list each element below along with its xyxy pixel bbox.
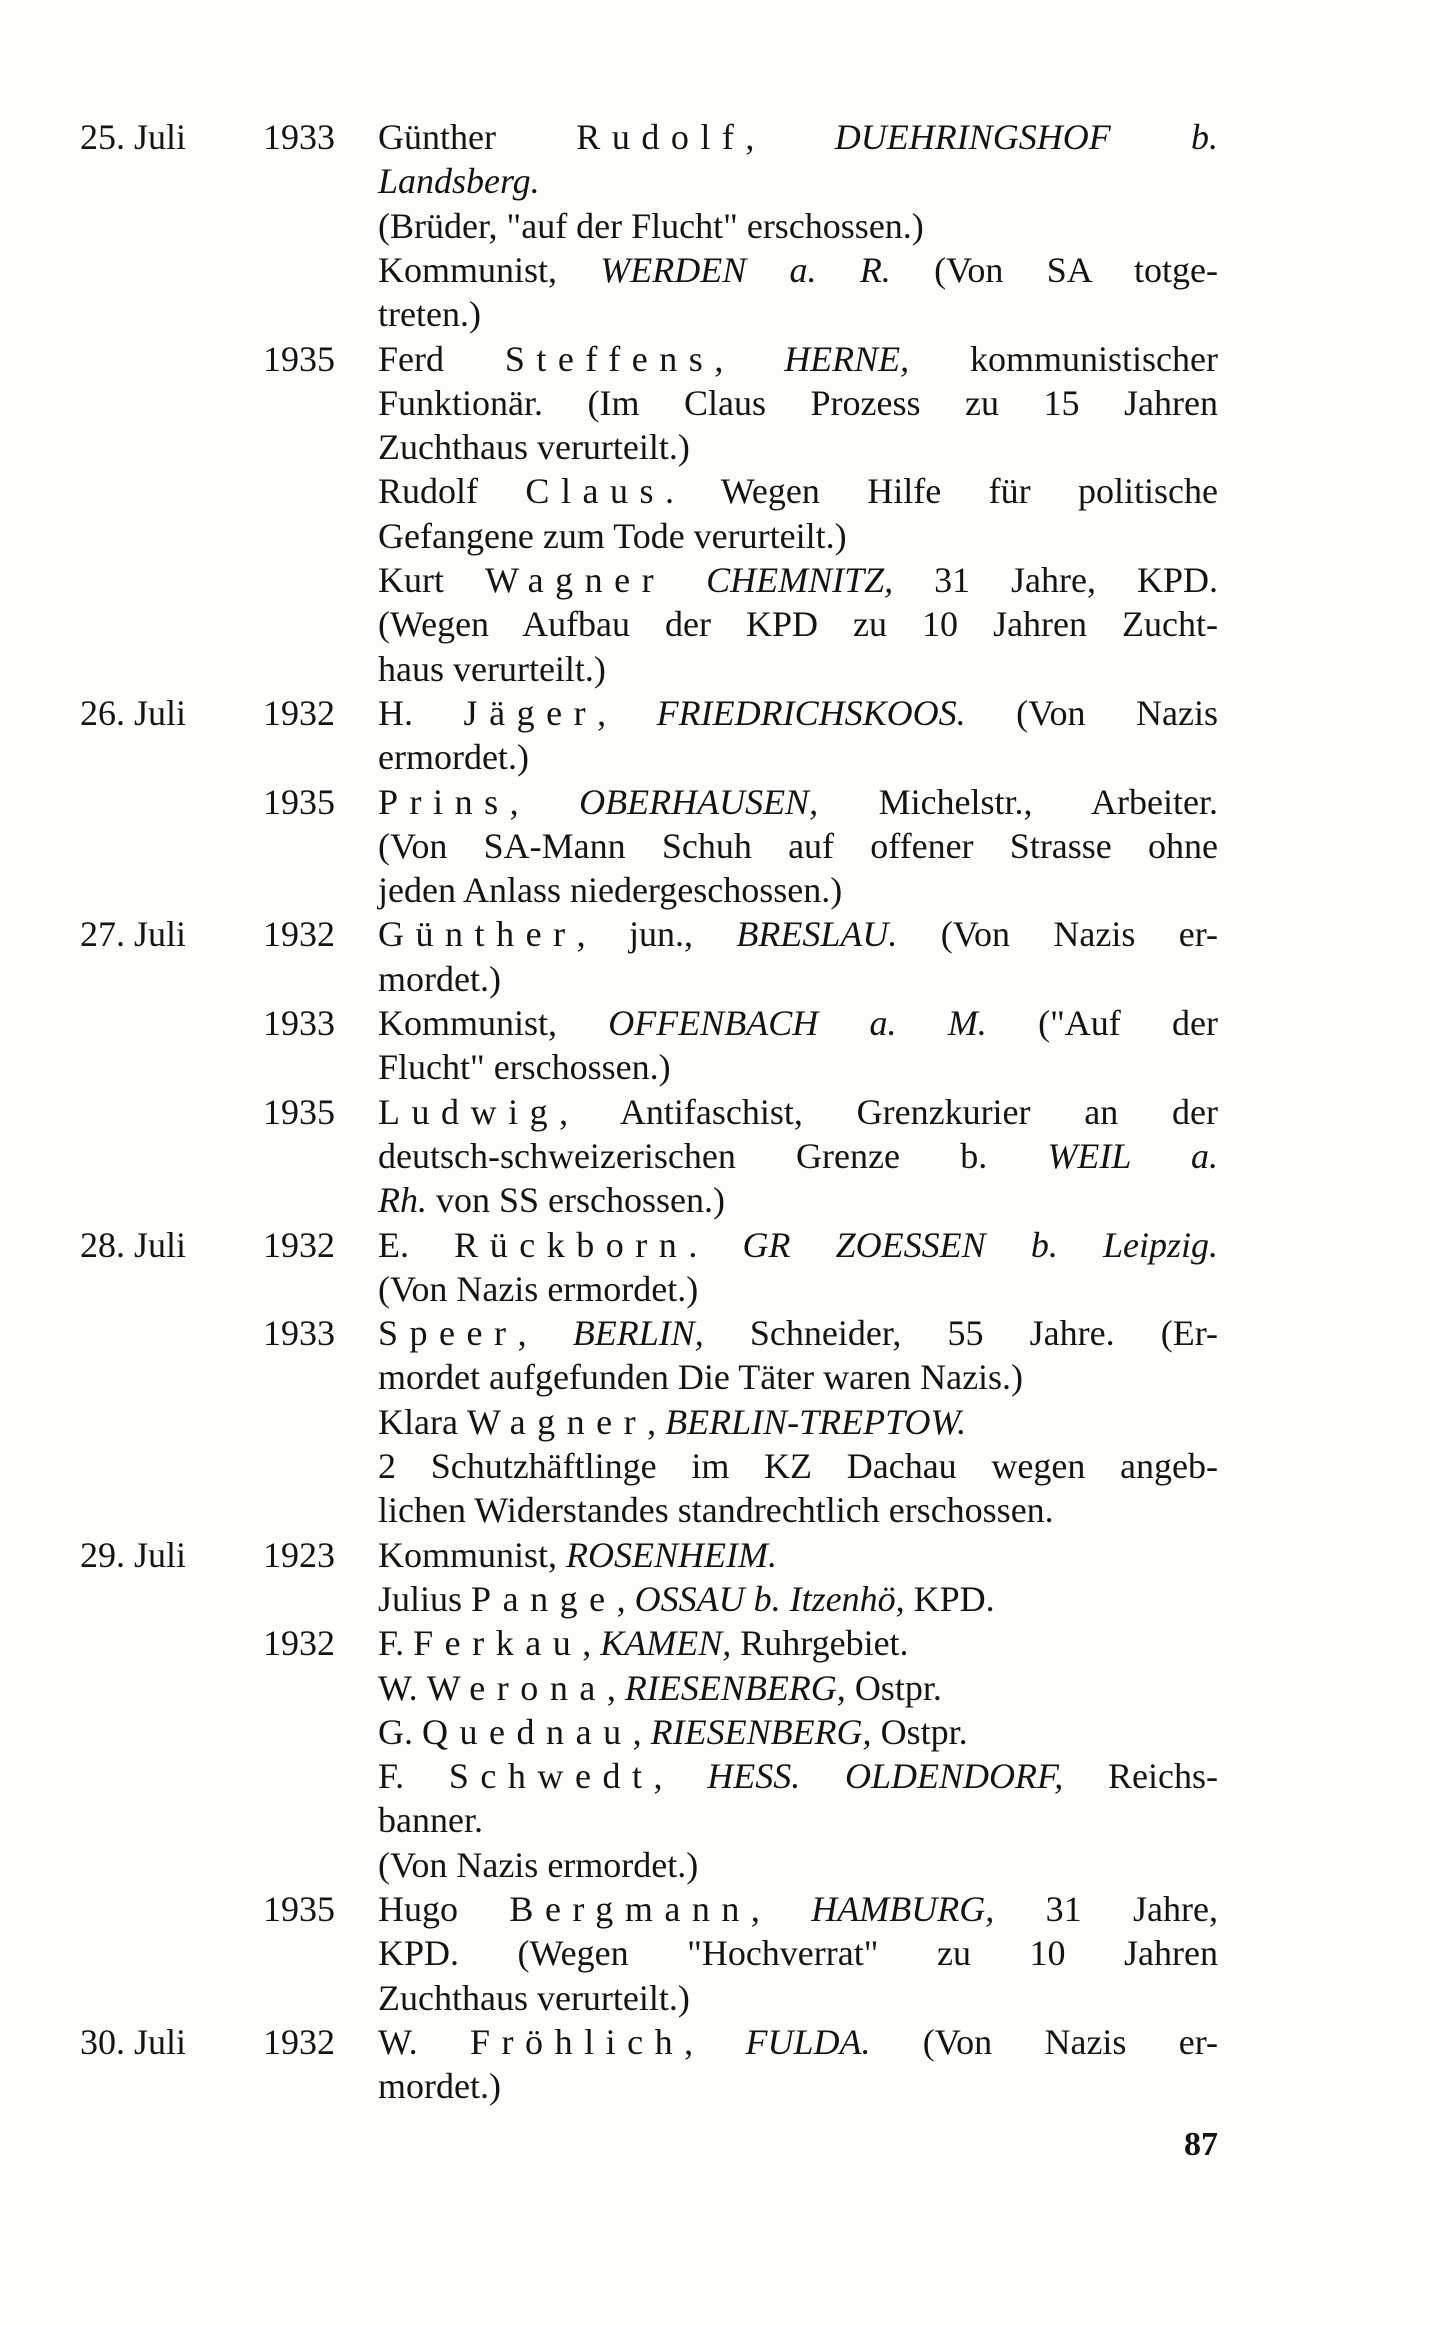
entry-year: 1923 (263, 1534, 335, 1575)
text-line (0, 2020, 1430, 2064)
text-line (0, 1444, 1430, 1488)
person-name: Speer (378, 1313, 518, 1354)
text-line (0, 248, 1430, 292)
text-line (0, 1621, 1430, 1665)
text-line (0, 647, 1430, 691)
text-line (0, 425, 1430, 469)
text-line (0, 1887, 1430, 1931)
entry-text (378, 1798, 1218, 1842)
text-line (0, 780, 1430, 824)
text-run: (Von Nazis ermordet.) (378, 1844, 699, 1885)
entry-text (378, 1577, 1218, 1621)
entry-text (378, 1444, 1218, 1488)
entry-text (378, 1400, 1218, 1444)
entry-text (378, 1666, 1218, 1710)
person-name: Ludwig (378, 1091, 560, 1132)
text-run (665, 560, 706, 600)
text-run: Gefangene zum Tode verurteilt.) (378, 515, 847, 556)
person-name: Wagner (484, 560, 666, 600)
text-line (0, 204, 1430, 248)
entry-text (378, 469, 1218, 513)
person-name: Fröhlich (470, 2021, 685, 2062)
entry-text (378, 602, 1218, 646)
entry-text (378, 1843, 1218, 1887)
text-line (0, 602, 1430, 646)
text-run: . (688, 1224, 743, 1265)
entry-text (378, 292, 1218, 336)
text-run: Schneider, 55 Jahre. (Er- (703, 1313, 1219, 1354)
text-line (0, 1931, 1430, 1975)
text-run: , (745, 117, 835, 157)
entry-text (378, 868, 1218, 912)
entry-text (378, 1178, 1218, 1222)
place-name: DUEHRINGSHOF b. (834, 117, 1218, 157)
text-run: haus verurteilt.) (378, 648, 606, 689)
person-name: Claus (525, 471, 666, 512)
entry-text (378, 1754, 1218, 1798)
place-name: FRIEDRICHSKOOS. (656, 692, 966, 733)
text-line (0, 1267, 1430, 1311)
text-line (0, 1533, 1430, 1577)
text-line (0, 1001, 1430, 1045)
text-run: Zuchthaus verurteilt.) (378, 1977, 690, 2018)
entry-text (378, 1710, 1218, 1754)
text-run: von SS erschossen.) (427, 1180, 725, 1221)
person-name: Werona (426, 1667, 607, 1708)
entry-text (378, 425, 1218, 469)
entry-text (378, 1045, 1218, 1089)
text-run: G. (378, 1711, 422, 1752)
text-run: , (509, 781, 580, 822)
text-run: kommunistischer (909, 338, 1218, 379)
text-run: mordet.) (378, 958, 501, 999)
person-name: Günther (378, 914, 577, 955)
entry-year: 1935 (263, 1091, 335, 1132)
text-run: 2 Schutzhäftlinge im KZ Dachau wegen angeb- (378, 1446, 1218, 1486)
text-run: Julius (378, 1578, 472, 1619)
text-run: , (517, 1313, 573, 1354)
text-line (0, 1045, 1430, 1089)
text-run: banner. (378, 1800, 483, 1841)
entry-text (378, 1311, 1218, 1355)
text-run: Funktionär. (Im Claus Prozess zu 15 Jahren (378, 382, 1218, 423)
person-name: Wagner (466, 1401, 648, 1442)
text-line (0, 2064, 1430, 2108)
entry-text (378, 735, 1218, 779)
entry-date: 30. Juli (80, 2021, 187, 2062)
entry-year: 1932 (263, 1224, 335, 1265)
place-name: Landsberg. (378, 161, 540, 202)
entry-text (378, 1223, 1218, 1267)
text-line (0, 381, 1430, 425)
text-run: Ostpr. (871, 1711, 968, 1752)
place-name: HESS. OLDENDORF, (707, 1756, 1064, 1797)
text-run: , (750, 1889, 812, 1929)
place-name: GR ZOESSEN b. Leipzig. (742, 1224, 1219, 1265)
entry-text (378, 514, 1218, 558)
text-run: treten.) (378, 294, 481, 335)
person-name: Bergmann (509, 1889, 751, 1929)
text-line (0, 1710, 1430, 1754)
text-run: 31 Jahre, (994, 1889, 1218, 1929)
text-run: F. (378, 1756, 449, 1797)
person-name: Steffens (504, 338, 715, 379)
text-line (0, 337, 1430, 381)
text-line (0, 1223, 1430, 1267)
text-line (0, 292, 1430, 336)
text-run: (Von SA totge- (890, 249, 1218, 290)
text-run: W. (378, 2021, 470, 2062)
text-run: , (597, 692, 657, 733)
entry-year: 1933 (263, 1313, 335, 1354)
entry-text (378, 1976, 1218, 2020)
text-run: . Wegen Hilfe für politische (665, 471, 1218, 512)
person-name: Rückborn (454, 1224, 689, 1265)
entry-text (378, 248, 1218, 292)
place-name: RIESENBERG, (650, 1711, 872, 1752)
text-run: , (616, 1578, 635, 1619)
text-run: E. (378, 1224, 455, 1265)
text-run: (Wegen Aufbau der KPD zu 10 Jahren Zucht- (378, 604, 1218, 645)
entry-text (378, 647, 1218, 691)
text-run: 31 Jahre, KPD. (893, 560, 1218, 600)
text-run: , jun., (576, 914, 737, 955)
text-line (0, 1843, 1430, 1887)
entry-text (378, 780, 1218, 824)
text-line (0, 912, 1430, 956)
entry-date: 26. Juli (80, 692, 187, 733)
text-line (0, 1134, 1430, 1178)
text-run: F. (378, 1623, 414, 1664)
text-run: Zuchthaus verurteilt.) (378, 427, 690, 468)
text-run: (Von Nazis (965, 692, 1219, 733)
entry-text (378, 1355, 1218, 1399)
place-name: OBERHAUSEN, (579, 781, 819, 822)
text-run: (Von SA-Mann Schuh auf offener Strasse ohne (378, 825, 1218, 866)
place-name: OSSAU b. Itzenhö, (634, 1578, 905, 1619)
entry-text (378, 1090, 1218, 1134)
entry-text (378, 1134, 1218, 1178)
place-name: WEIL a. (1047, 1135, 1218, 1176)
entry-year: 1935 (263, 1889, 335, 1929)
text-run: (Brüder, "auf der Flucht" erschossen.) (378, 205, 924, 246)
text-run: Ferd (378, 338, 505, 379)
entry-year: 1932 (263, 914, 335, 955)
text-run: deutsch-schweizerischen Grenze b. (378, 1135, 1048, 1176)
text-run: Ostpr. (845, 1667, 942, 1708)
text-run: (Von Nazis er- (870, 2021, 1218, 2062)
text-line (0, 1798, 1430, 1842)
entry-text (378, 824, 1218, 868)
text-run: jeden Anlass niedergeschossen.) (378, 870, 843, 911)
text-run: Kommunist, (378, 249, 601, 290)
entry-text (378, 558, 1218, 602)
text-line (0, 1178, 1430, 1222)
entry-text (378, 1931, 1218, 1975)
entry-year: 1933 (263, 1003, 335, 1043)
text-run: , (632, 1711, 651, 1752)
entry-year: 1935 (263, 338, 335, 379)
text-line (0, 1666, 1430, 1710)
text-run: Flucht" erschossen.) (378, 1047, 671, 1088)
entry-text (378, 1267, 1218, 1311)
text-run: , (606, 1667, 625, 1708)
entry-date: 28. Juli (80, 1224, 187, 1265)
entry-year: 1932 (263, 2021, 335, 2062)
entry-date: 27. Juli (80, 914, 187, 955)
page-number: 87 (1184, 2126, 1218, 2163)
entry-text (378, 2020, 1218, 2064)
entry-text (378, 204, 1218, 248)
text-run: lichen Widerstandes standrechtlich erschossen. (378, 1490, 1054, 1531)
text-run: Michelstr., Arbeiter. (818, 781, 1218, 822)
entry-text (378, 691, 1218, 735)
text-run: H. (378, 692, 464, 733)
text-line (0, 514, 1430, 558)
text-run: Klara (378, 1401, 467, 1442)
place-name: BRESLAU. (736, 914, 898, 955)
text-line (0, 1577, 1430, 1621)
entry-text (378, 381, 1218, 425)
text-run: ermordet.) (378, 737, 529, 778)
text-line (0, 1488, 1430, 1532)
entry-text (378, 2064, 1218, 2108)
text-run: W. (378, 1667, 427, 1708)
place-name: HERNE, (784, 338, 910, 379)
entry-text (378, 115, 1218, 159)
text-line (0, 824, 1430, 868)
place-name: FULDA. (745, 2021, 871, 2062)
text-run: Hugo (378, 1889, 510, 1929)
text-line (0, 691, 1430, 735)
entry-date: 25. Juli (80, 117, 187, 157)
text-line (0, 1400, 1430, 1444)
text-run: mordet.) (378, 2066, 501, 2107)
text-line (0, 735, 1430, 779)
place-name: HAMBURG, (811, 1889, 995, 1929)
entry-year: 1932 (263, 692, 335, 733)
text-line (0, 558, 1430, 602)
entry-year: 1933 (263, 117, 335, 157)
text-run: (Von Nazis er- (897, 914, 1218, 955)
text-run: Rudolf (378, 471, 526, 512)
entry-text (378, 1488, 1218, 1532)
person-name: Pange (471, 1578, 617, 1619)
text-run: Kommunist, (378, 1003, 609, 1043)
entry-text (378, 912, 1218, 956)
text-line (0, 1976, 1430, 2020)
place-name: BERLIN-TREPTOW. (665, 1401, 967, 1442)
text-line (0, 1090, 1430, 1134)
place-name: BERLIN, (572, 1313, 704, 1354)
text-run: KPD. (904, 1578, 995, 1619)
entry-text (378, 1887, 1218, 1931)
text-run: ("Auf der (986, 1003, 1218, 1043)
person-name: Jäger (463, 692, 598, 733)
place-name: WERDEN a. R. (600, 249, 891, 290)
entry-text (378, 1621, 1218, 1665)
text-run: , (714, 338, 785, 379)
place-name: RIESENBERG, (624, 1667, 846, 1708)
text-line (0, 1355, 1430, 1399)
person-name: Schwedt (448, 1756, 654, 1797)
entry-year: 1935 (263, 781, 335, 822)
text-run: , (684, 2021, 746, 2062)
text-run: Günther (378, 117, 577, 157)
person-name: Quednau (422, 1711, 633, 1752)
entry-date: 29. Juli (80, 1534, 187, 1575)
text-line (0, 868, 1430, 912)
entry-text (378, 957, 1218, 1001)
entry-year: 1932 (263, 1623, 335, 1664)
entry-text (378, 337, 1218, 381)
entry-text (378, 159, 1218, 203)
text-line (0, 957, 1430, 1001)
text-run: Kommunist, (378, 1534, 567, 1575)
place-name: CHEMNITZ, (706, 560, 894, 600)
text-line (0, 1311, 1430, 1355)
text-run: Ruhrgebiet. (731, 1623, 909, 1664)
place-name: KAMEN, (600, 1623, 732, 1664)
place-name: Rh. (378, 1180, 427, 1221)
text-line (0, 469, 1430, 513)
text-run: Reichs- (1063, 1756, 1219, 1797)
text-run: KPD. (Wegen "Hochverrat" zu 10 Jahren (378, 1933, 1218, 1974)
text-run: , Antifaschist, Grenzkurier an der (559, 1091, 1218, 1132)
text-run: (Von Nazis ermordet.) (378, 1268, 699, 1309)
place-name: OFFENBACH a. M. (608, 1003, 987, 1043)
text-run: , (647, 1401, 666, 1442)
entry-text (378, 1001, 1218, 1045)
text-run: mordet aufgefunden Die Täter waren Nazis.) (378, 1357, 1024, 1398)
text-line (0, 115, 1430, 159)
person-name: Prins (378, 781, 510, 822)
person-name: Rudolf (576, 117, 746, 157)
text-line (0, 159, 1430, 203)
text-run: , (653, 1756, 708, 1797)
person-name: Ferkau (413, 1623, 583, 1664)
text-run: Kurt (378, 560, 485, 600)
text-line (0, 1754, 1430, 1798)
entry-text (378, 1533, 1218, 1577)
place-name: ROSENHEIM. (566, 1534, 777, 1575)
text-run: , (582, 1623, 601, 1664)
